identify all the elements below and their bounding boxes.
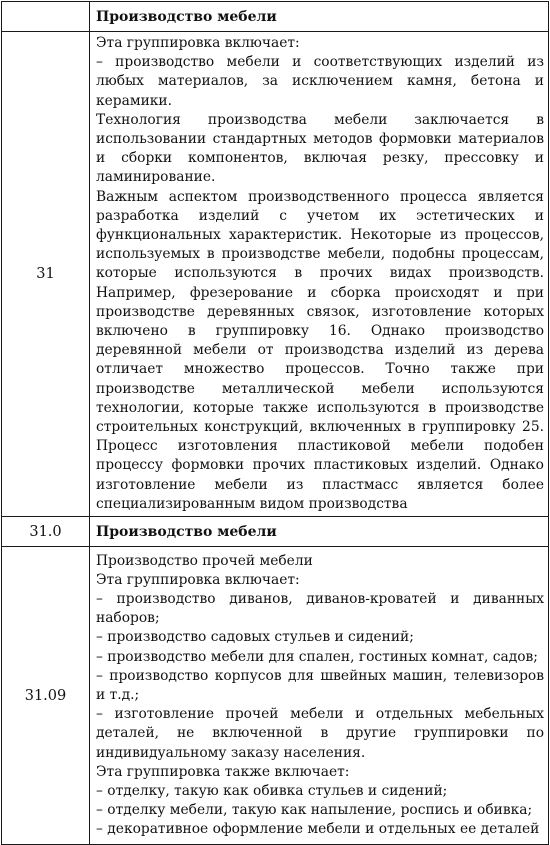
code-cell: 31 — [2, 32, 90, 517]
description-line: – производство диванов, диванов-кроватей и диванных наборов; — [96, 590, 544, 627]
description-line: Эта группировка также включает: — [96, 763, 350, 780]
table-row — [2, 517, 549, 547]
classification-table — [1, 1, 549, 845]
description-line: Важным аспектом производственного процесса является разработка изделий с учетом их эстетических и функциональных характеристик. Некоторые из процессов, используемых в производстве мебели, подобны процессам, которые используются в прочих видах производств. Например, фрезерование и сборка происходят и при производстве деревянных связок, изготовление которых включено в группировку 16. Однако производство деревянной мебели от производства изделий из дерева отличает множество процессов. Точно также при производстве металлической мебели используются технологии, которые также используются в производстве строительных конструкций, включенных в группировку 25. Процесс изготовления пластиковой мебели подобен процессу формовки прочих пластиковых изделий. Однако изготовление мебели из пластмасс является более специализированным видом производства — [96, 188, 544, 512]
table-row — [2, 2, 549, 32]
description-line: – отделку, такую как обивка стульев и сидений; — [96, 782, 448, 799]
description-cell — [90, 32, 549, 517]
table-row — [2, 547, 549, 845]
description-line: Эта группировка включает: — [96, 571, 300, 588]
table-row — [2, 32, 549, 517]
description-line: – декоративное оформление мебели и отдельных ее деталей — [96, 821, 540, 838]
description-line: Эта группировка включает: — [96, 35, 300, 51]
description-cell — [90, 547, 549, 845]
description-line: Технология производства мебели заключается в использовании стандартных методов формовки материалов и сборки компонентов, включая резку, прессовку и ламинирование. — [96, 111, 544, 186]
description-line: – производство садовых стульев и сидений; — [96, 629, 414, 646]
code-cell: 31.09 — [2, 547, 90, 845]
description-line: Производство прочей мебели — [96, 552, 313, 569]
code-cell: 31.0 — [2, 517, 90, 547]
section-title: Производство мебели — [90, 2, 549, 32]
description-line: – отделку мебели, такую как напыление, роспись и обивка; — [96, 802, 533, 819]
description-line: – производство мебели и соответствующих изделий из любых материалов, за исключением камня, бетона и керамики. — [96, 54, 544, 109]
description-line: – производство корпусов для швейных машин, телевизоров и т.д.; — [96, 667, 544, 703]
code-cell — [2, 2, 90, 32]
description-line: – изготовление прочей мебели и отдельных мебельных деталей, не включенной в другие группировки по индивидуальному заказу населения. — [96, 706, 544, 761]
section-title: Производство мебели — [90, 517, 549, 547]
description-line: – производство мебели для спален, гостиных комнат, садов; — [96, 648, 538, 665]
